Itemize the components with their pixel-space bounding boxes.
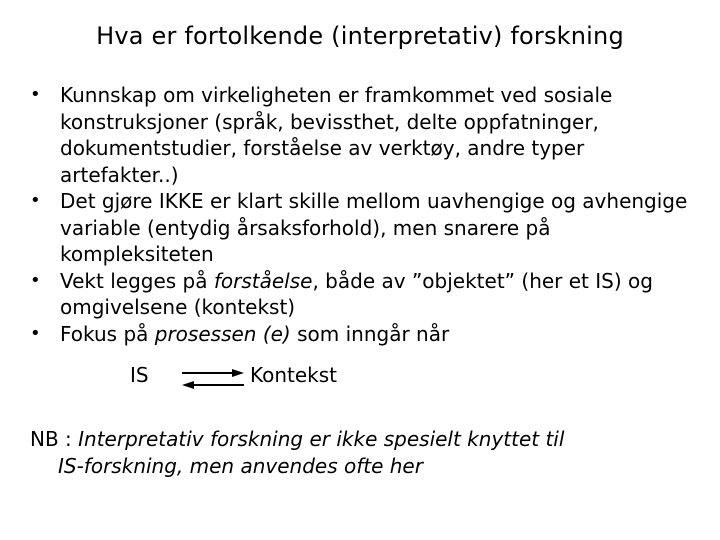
is-context-flow xyxy=(130,362,370,396)
bullet-item-2 xyxy=(30,188,690,268)
bullet-text: Det gjøre IKKE er klart skille mellom uavhengige og avhengige variable (entydig årsaksforhold), men snarere på kompleksiteten xyxy=(60,189,688,266)
bullet-text: Kunnskap om virkeligheten er framkommet ved sosiale konstruksjoner (språk, bevissthet, delte oppfatninger, dokumentstudier, forståelse av verktøy, andre typer artefakter..) xyxy=(60,83,613,187)
double-arrow-icon xyxy=(180,368,246,390)
slide-title: Hva er fortolkende (interpretativ) forskning xyxy=(96,22,624,50)
bullet-dot-icon: • xyxy=(30,190,41,211)
note-line-1: Interpretativ forskning er ikke spesielt knyttet til xyxy=(78,427,565,451)
bullet-dot-icon: • xyxy=(30,322,41,344)
bullet-item-1 xyxy=(30,82,690,188)
bullet-list xyxy=(30,82,690,347)
note-line-2: IS-forskning, men anvendes ofte her xyxy=(58,454,423,478)
bullet-text: som inngår når xyxy=(290,321,450,346)
bullet-dot-icon: • xyxy=(30,84,41,105)
flow-left-label: IS xyxy=(130,363,149,387)
bullet-emphasis: forståelse xyxy=(213,268,313,293)
bullet-text: , både av ”objektet” (her et IS) og omgivelsene (kontekst) xyxy=(60,268,653,319)
bullet-item-3 xyxy=(30,268,690,321)
bullet-item-4 xyxy=(30,321,690,348)
bullet-text: Fokus på xyxy=(60,321,155,346)
bullet-dot-icon: • xyxy=(30,269,41,291)
note xyxy=(30,426,700,480)
bullet-emphasis: prosessen (e) xyxy=(154,321,291,346)
note-prefix: NB : xyxy=(30,427,79,451)
flow-right-label: Kontekst xyxy=(250,363,338,387)
bullet-text: Vekt legges på xyxy=(60,268,214,293)
